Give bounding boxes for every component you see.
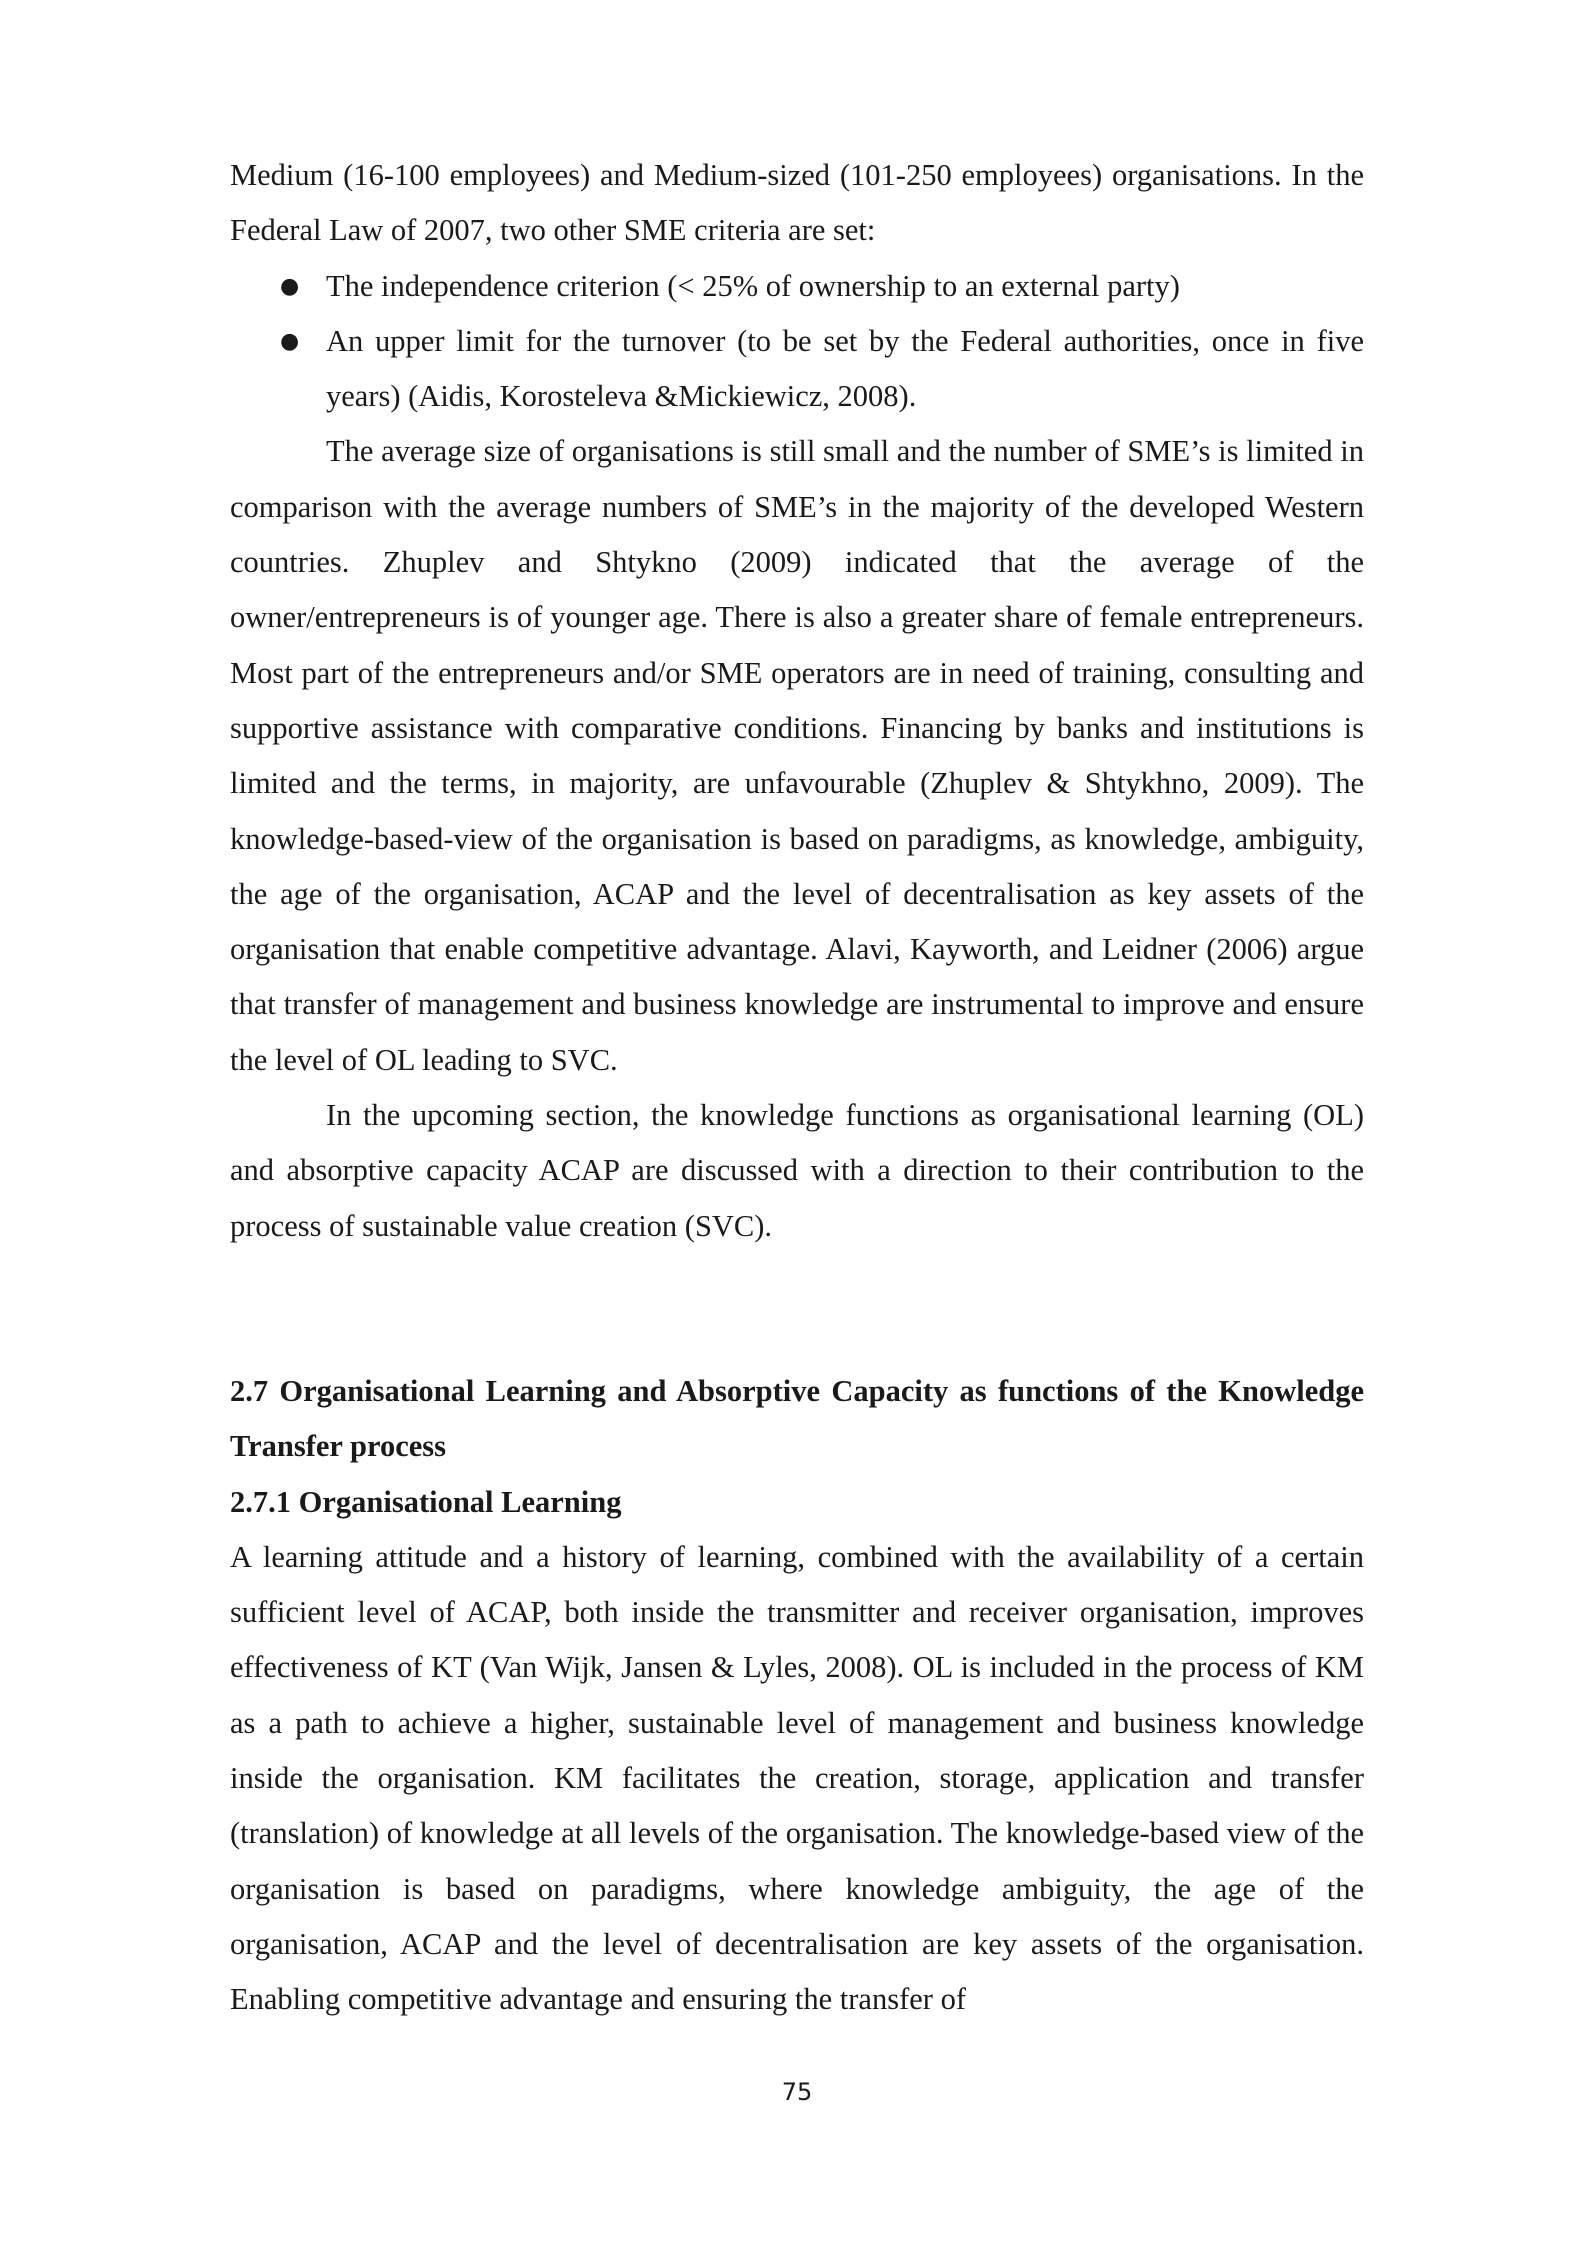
list-item (230, 314, 1364, 425)
document-page (230, 148, 1364, 2028)
bullet-icon: ● (280, 273, 300, 299)
paragraph-sme-size: The average size of organisations is still small and the number of SME’s is limited in comparison with the average numbers of SME’s in the majority of the developed Western countries. Zhuplev and Shtykno (2009) indicated that the average of the owner/entrepreneurs is of younger age. There is also a greater share of female entrepreneurs. Most part of the entrepreneurs and/or SME operators are in need of training, consulting and supportive assistance with comparative conditions. Financing by banks and institutions is limited and the terms, in majority, are unfavourable (Zhuplev & Shtykhno, 2009). The knowledge-based-view of the organisation is based on paradigms, as knowledge, ambiguity, the age of the organisation, ACAP and the level of decentralisation as key assets of the organisation that enable competitive advantage. Alavi, Kayworth, and Leidner (2006) argue that transfer of management and business knowledge are instrumental to improve and ensure the level of OL leading to SVC. (230, 434, 1364, 1077)
page-number: 75 (781, 2078, 813, 2106)
section-spacer (230, 1254, 1364, 1364)
list-item-text: The independence criterion (< 25% of ownership to an external party) (326, 268, 1180, 303)
bullet-icon: ● (280, 328, 300, 354)
sme-criteria-list (230, 259, 1364, 425)
paragraph-organisational-learning: A learning attitude and a history of learning, combined with the availability of a certain sufficient level of ACAP, both inside the transmitter and receiver organisation, improves effectiveness of KT (Van Wijk, Jansen & Lyles, 2008). OL is included in the process of KM as a path to achieve a higher, sustainable level of management and business knowledge inside the organisation. KM facilitates the creation, storage, application and transfer (translation) of knowledge at all levels of the organisation. The knowledge-based view of the organisation is based on paradigms, where knowledge ambiguity, the age of the organisation, ACAP and the level of decentralisation are key assets of the organisation. Enabling competitive advantage and ensuring the transfer of (230, 1539, 1364, 2017)
subsection-heading: 2.7.1 Organisational Learning (230, 1484, 622, 1519)
list-item (230, 259, 1364, 314)
section-heading: 2.7 Organisational Learning and Absorptive Capacity as functions of the Knowledge Transfer process (230, 1373, 1364, 1464)
list-item-text: An upper limit for the turnover (to be set by the Federal authorities, once in five years) (Aidis, Korosteleva &Mickiewicz, 2008). (326, 323, 1364, 414)
paragraph-sme-definition: Medium (16-100 employees) and Medium-sized (101-250 employees) organisations. In the Federal Law of 2007, two other SME criteria are set: (230, 158, 1364, 248)
paragraph-upcoming-section: In the upcoming section, the knowledge functions as organisational learning (OL) and absorptive capacity ACAP are discussed with a direction to their contribution to the process of sustainable value creation (SVC). (230, 1098, 1364, 1243)
